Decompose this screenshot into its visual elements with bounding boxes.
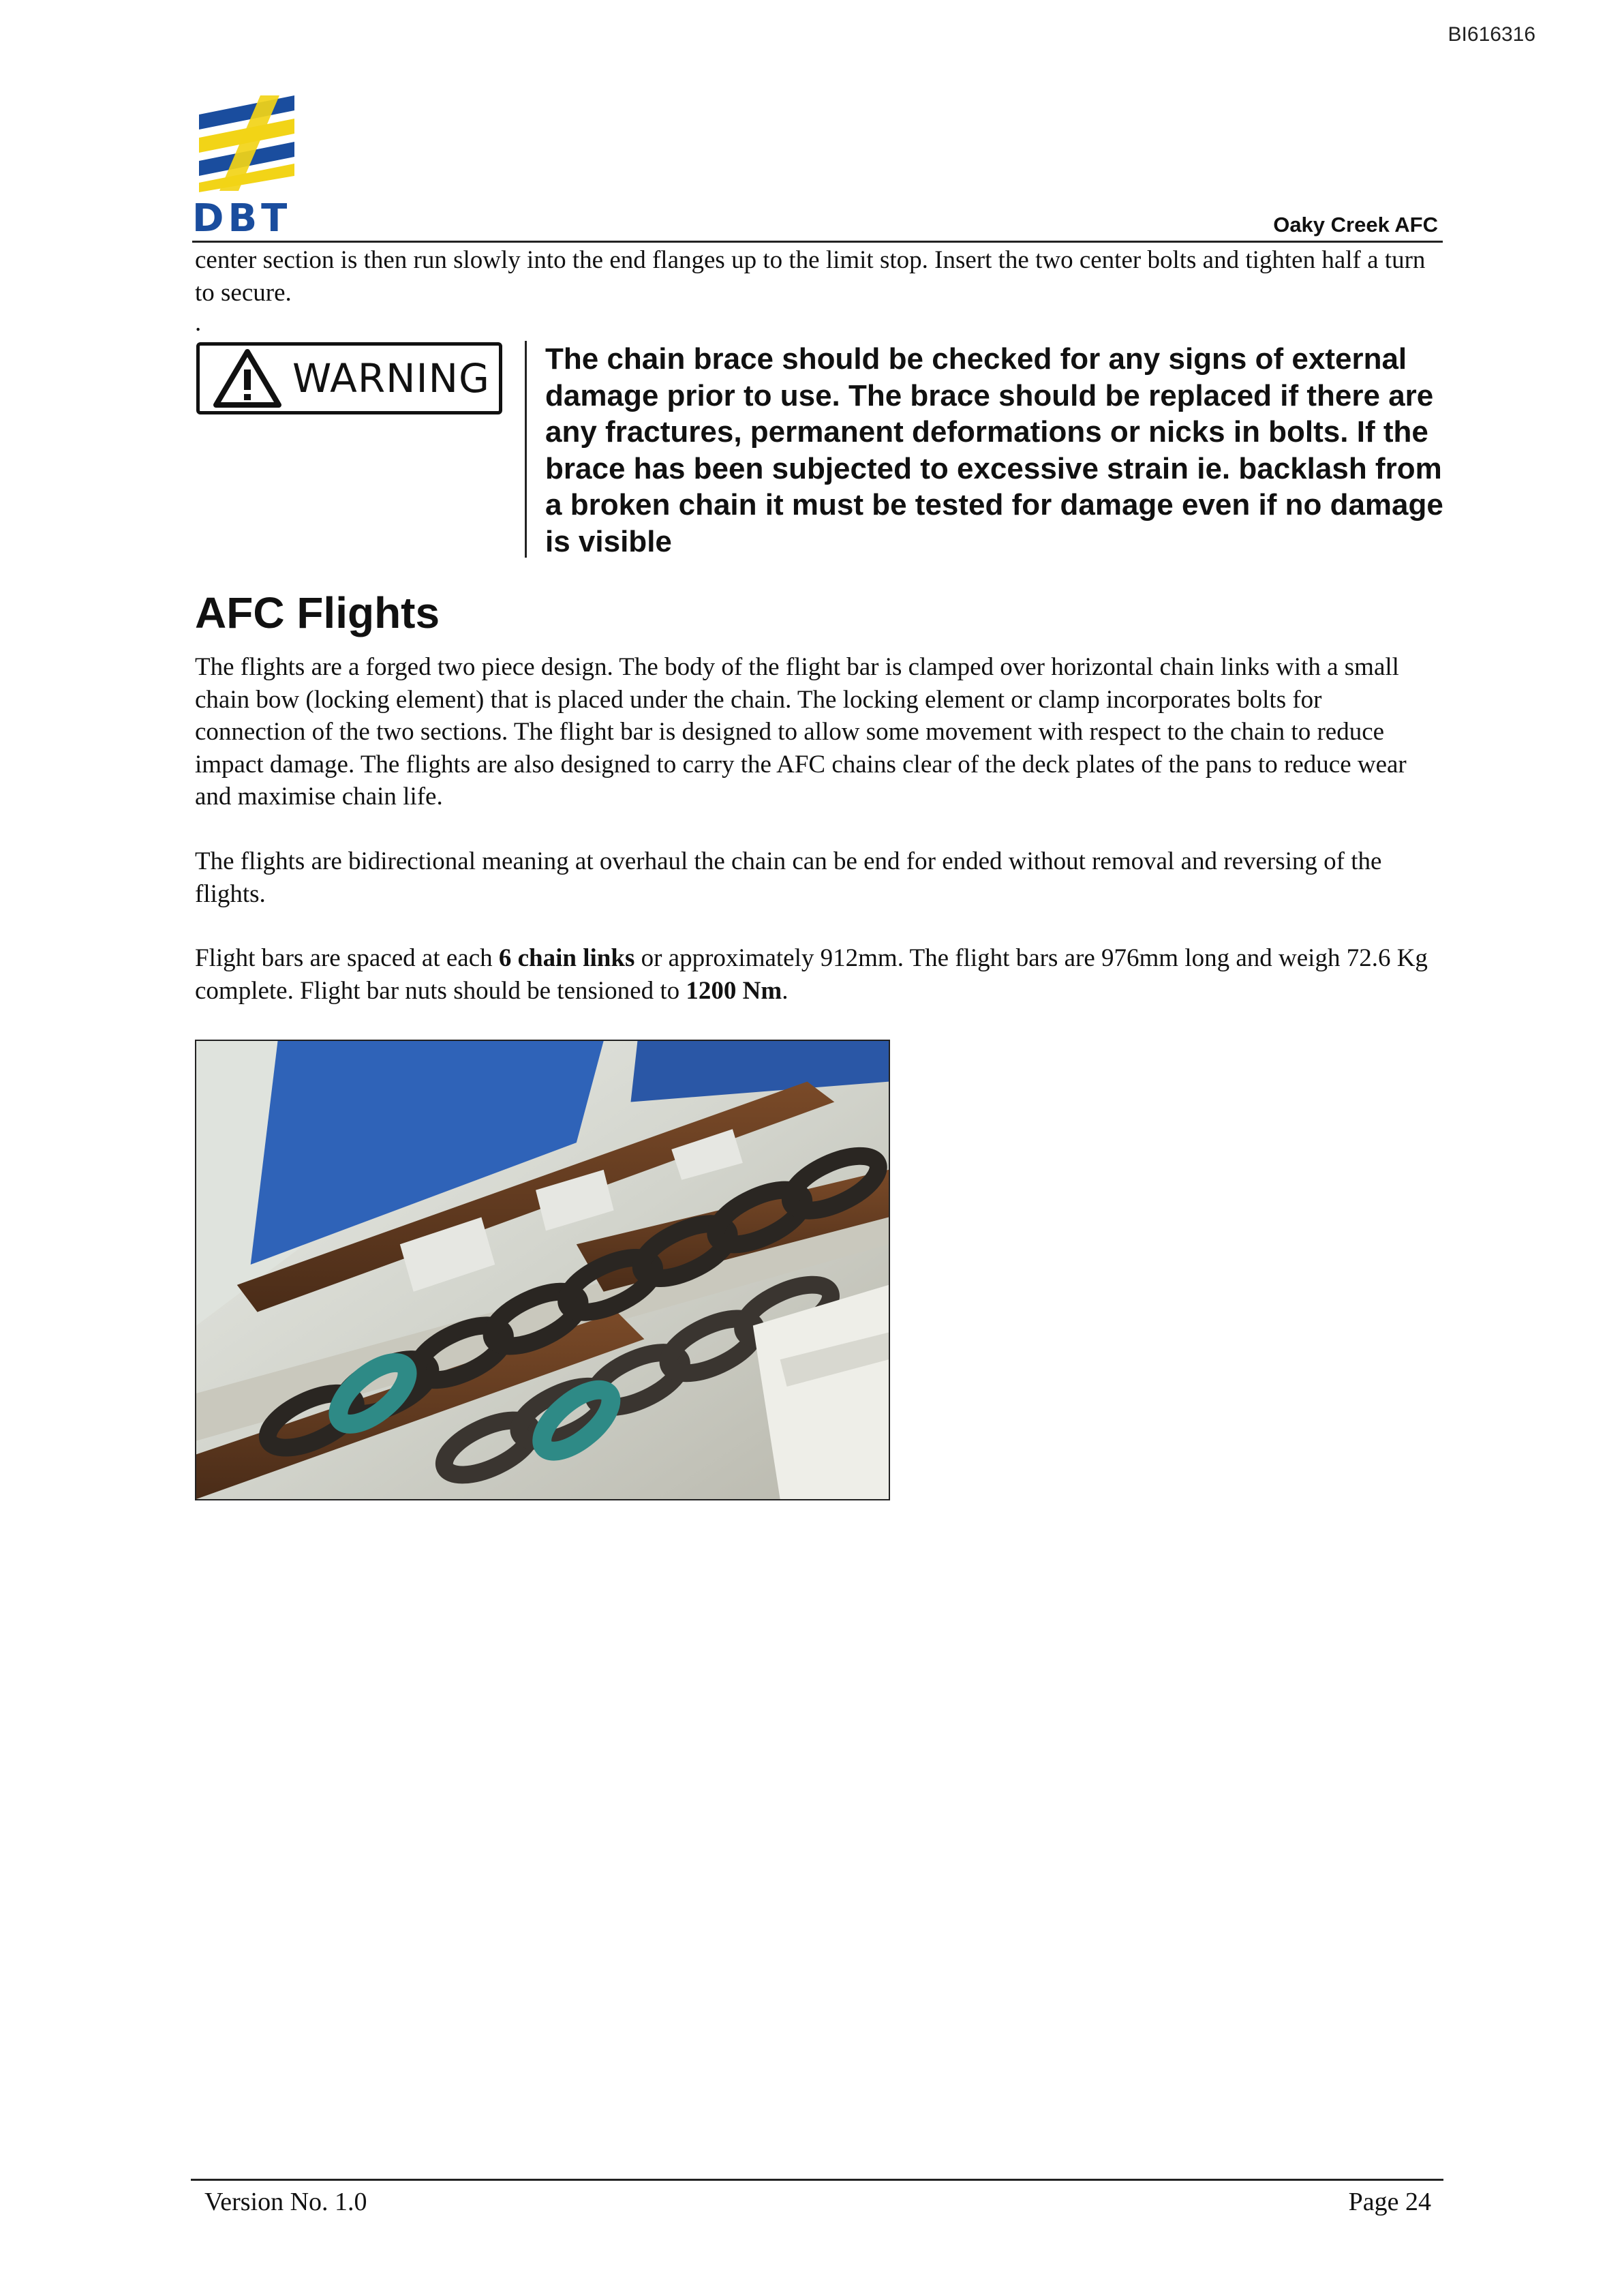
- warning-badge: [196, 342, 502, 414]
- footer-version: Version No. 1.0: [204, 2188, 367, 2216]
- paragraph-bidirectional: The flights are bidirectional meaning at overhaul the chain can be end for ended without removal and reversing of the flights.: [195, 847, 1382, 908]
- warning-divider: [525, 341, 527, 558]
- document-id: BI616316: [1448, 23, 1535, 46]
- section-title: AFC Flights: [195, 588, 440, 637]
- header-divider: [192, 241, 1443, 243]
- spacing-text-a: Flight bars are spaced at each: [195, 944, 499, 972]
- warning-badge-label: WARNING: [292, 355, 490, 402]
- paragraph-spacing: [195, 942, 1439, 1007]
- dbt-logo: [192, 95, 305, 239]
- warning-triangle-icon: [212, 348, 283, 409]
- warning-text: The chain brace should be checked for any signs of external damage prior to use. The brace should be replaced if there are any fractures, permanent deformations or nicks in bolts. If the brace has been subjected to excessive strain ie. backlash from a broken chain it must be tested for damage even if no damage is visible: [545, 342, 1443, 558]
- footer-page-number: Page 24: [1348, 2188, 1431, 2216]
- chain-flights-image: [196, 1041, 889, 1499]
- spacing-torque: 1200 Nm: [686, 976, 782, 1005]
- spacing-chain-links: 6 chain links: [498, 944, 635, 972]
- header-title: Oaky Creek AFC: [1273, 213, 1438, 237]
- footer-divider: [191, 2179, 1443, 2181]
- paragraph-flight-design: The flights are a forged two piece design. The body of the flight bar is clamped over horizontal chain links with a small chain bow (locking element) that is placed under the chain. The locking element or clamp incorporates bolts for connection of the two sections. The flight bar is designed to allow some movement with respect to the chain to reduce impact damage. The flights are also designed to carry the AFC chains clear of the deck plates of the pans to reduce wear and maximise chain life.: [195, 653, 1407, 811]
- logo-text: DBT: [192, 196, 292, 241]
- spacing-text-c: .: [782, 976, 789, 1005]
- intro-paragraph: center section is then run slowly into the end flanges up to the limit stop. Insert the two center bolts and tighten half a turn to secure.: [195, 246, 1426, 307]
- spacing-text-b: or approximately 912mm. The flight bars are 976mm long and weigh 72.6 Kg complete. Flight bar nuts should be tensioned to: [195, 944, 1428, 1005]
- dbt-logo-mark: [192, 95, 305, 194]
- stray-mark: .: [195, 309, 202, 337]
- afc-flights-photo: [195, 1040, 890, 1500]
